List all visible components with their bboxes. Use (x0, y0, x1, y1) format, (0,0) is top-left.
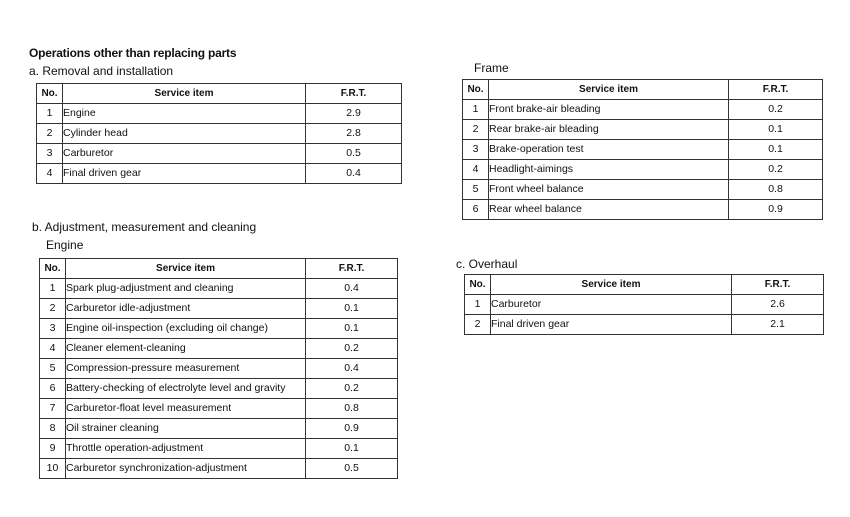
row-service-item: Carburetor (491, 295, 732, 315)
row-service-item: Carburetor synchronization-adjustment (66, 459, 306, 479)
row-no: 4 (40, 339, 66, 359)
table-row (463, 100, 823, 120)
row-service-item: Throttle operation-adjustment (66, 439, 306, 459)
row-service-item: Headlight-aimings (489, 160, 729, 180)
table-row (37, 104, 402, 124)
row-frt: 2.1 (732, 315, 824, 335)
row-no: 4 (37, 164, 63, 184)
table-row (463, 180, 823, 200)
col-header-frt: F.R.T. (306, 84, 402, 104)
overhaul-table (464, 274, 824, 335)
row-frt: 0.1 (306, 439, 398, 459)
row-service-item: Engine oil-inspection (excluding oil change) (66, 319, 306, 339)
table-row (37, 144, 402, 164)
table-row (37, 124, 402, 144)
table-row (37, 164, 402, 184)
row-service-item: Front brake-air bleading (489, 100, 729, 120)
row-service-item: Compression-pressure measurement (66, 359, 306, 379)
col-header-frt: F.R.T. (729, 80, 823, 100)
row-frt: 0.5 (306, 459, 398, 479)
row-frt: 0.9 (306, 419, 398, 439)
row-service-item: Oil strainer cleaning (66, 419, 306, 439)
frame-table (462, 79, 823, 220)
table-row (40, 339, 398, 359)
main-heading: Operations other than replacing parts (29, 46, 237, 60)
row-no: 8 (40, 419, 66, 439)
section-a-title: a. Removal and installation (29, 64, 174, 78)
row-frt: 0.2 (306, 339, 398, 359)
row-no: 3 (463, 140, 489, 160)
row-service-item: Rear wheel balance (489, 200, 729, 220)
row-frt: 0.1 (729, 120, 823, 140)
table-row (465, 295, 824, 315)
row-no: 9 (40, 439, 66, 459)
table-header-row (40, 259, 398, 279)
table-row (463, 200, 823, 220)
row-service-item: Carburetor-float level measurement (66, 399, 306, 419)
row-frt: 0.1 (729, 140, 823, 160)
section-c-title: c. Overhaul (456, 257, 518, 271)
row-no: 1 (465, 295, 491, 315)
row-no: 10 (40, 459, 66, 479)
row-no: 2 (37, 124, 63, 144)
col-header-frt: F.R.T. (732, 275, 824, 295)
row-frt: 2.6 (732, 295, 824, 315)
row-service-item: Rear brake-air bleading (489, 120, 729, 140)
table-row (40, 439, 398, 459)
row-no: 2 (463, 120, 489, 140)
row-frt: 0.2 (729, 160, 823, 180)
table-row (465, 315, 824, 335)
row-service-item: Brake-operation test (489, 140, 729, 160)
row-frt: 0.2 (306, 379, 398, 399)
row-frt: 0.1 (306, 319, 398, 339)
row-no: 1 (37, 104, 63, 124)
table-header-row (465, 275, 824, 295)
row-service-item: Engine (63, 104, 306, 124)
table-row (40, 319, 398, 339)
row-no: 2 (465, 315, 491, 335)
col-header-service-item: Service item (491, 275, 732, 295)
table-row (40, 299, 398, 319)
col-header-no: No. (463, 80, 489, 100)
frame-title: Frame (474, 61, 509, 75)
col-header-service-item: Service item (66, 259, 306, 279)
row-no: 1 (40, 279, 66, 299)
adjustment-table (39, 258, 398, 479)
row-frt: 0.4 (306, 359, 398, 379)
row-service-item: Final driven gear (63, 164, 306, 184)
table-row (40, 399, 398, 419)
table-row (40, 359, 398, 379)
table-row (463, 120, 823, 140)
row-no: 7 (40, 399, 66, 419)
removal-installation-table (36, 83, 402, 184)
row-frt: 0.8 (729, 180, 823, 200)
row-service-item: Battery-checking of electrolyte level and gravity (66, 379, 306, 399)
table-row (40, 419, 398, 439)
table-header-row (463, 80, 823, 100)
row-no: 5 (463, 180, 489, 200)
row-frt: 0.4 (306, 279, 398, 299)
row-frt: 2.9 (306, 104, 402, 124)
table-row (40, 459, 398, 479)
col-header-no: No. (465, 275, 491, 295)
row-frt: 0.9 (729, 200, 823, 220)
row-no: 1 (463, 100, 489, 120)
row-frt: 0.5 (306, 144, 402, 164)
col-header-no: No. (40, 259, 66, 279)
row-frt: 0.1 (306, 299, 398, 319)
table-row (463, 160, 823, 180)
col-header-frt: F.R.T. (306, 259, 398, 279)
table-row (463, 140, 823, 160)
col-header-no: No. (37, 84, 63, 104)
section-b-title: b. Adjustment, measurement and cleaning (32, 220, 257, 234)
row-no: 6 (40, 379, 66, 399)
row-no: 5 (40, 359, 66, 379)
row-service-item: Cylinder head (63, 124, 306, 144)
row-service-item: Carburetor idle-adjustment (66, 299, 306, 319)
row-frt: 2.8 (306, 124, 402, 144)
row-service-item: Front wheel balance (489, 180, 729, 200)
row-frt: 0.8 (306, 399, 398, 419)
row-service-item: Carburetor (63, 144, 306, 164)
row-service-item: Final driven gear (491, 315, 732, 335)
table-row (40, 279, 398, 299)
section-b-subtitle: Engine (46, 238, 84, 252)
row-service-item: Cleaner element-cleaning (66, 339, 306, 359)
row-no: 6 (463, 200, 489, 220)
row-service-item: Spark plug-adjustment and cleaning (66, 279, 306, 299)
col-header-service-item: Service item (489, 80, 729, 100)
row-no: 4 (463, 160, 489, 180)
col-header-service-item: Service item (63, 84, 306, 104)
row-no: 3 (37, 144, 63, 164)
row-no: 3 (40, 319, 66, 339)
row-frt: 0.2 (729, 100, 823, 120)
row-no: 2 (40, 299, 66, 319)
table-row (40, 379, 398, 399)
row-frt: 0.4 (306, 164, 402, 184)
table-header-row (37, 84, 402, 104)
